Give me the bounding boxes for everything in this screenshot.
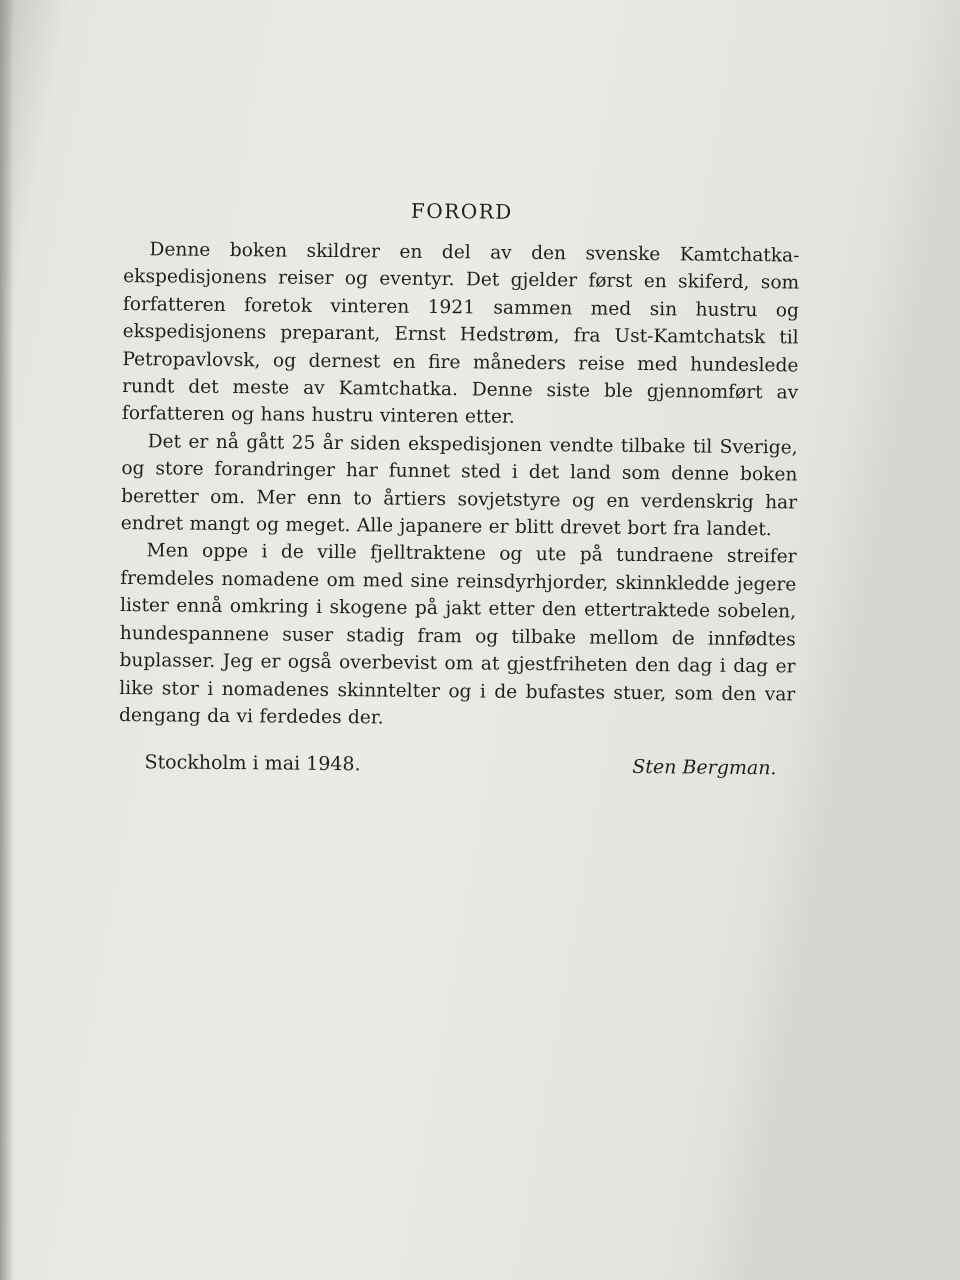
preface-text-block	[118, 196, 800, 780]
place-date: Stockholm i mai 1948.	[144, 751, 361, 776]
author-signature: Sten Bergman.	[632, 756, 777, 780]
signoff	[118, 751, 794, 779]
page-gutter-shadow	[0, 0, 14, 1280]
paragraph-1: Denne boken skildrer en del av den svenske Kamtchatka-ekspedisjonens reiser og eventyr. Det gjelder først en skiferd, som forfatteren foretok vinteren 1921 sammen med sin hustru og ekspedisjonens preparant, Ernst Hedstrøm, fra Ust-Kamtchatsk til Petropavlovsk, og dernest en fire måneders reise med hundeslede rundt det meste av Kamtchatka. Denne siste ble gjennomført av forfatteren og hans hustru vinteren etter.	[121, 239, 800, 429]
page-title: FORORD	[410, 198, 513, 224]
paragraph-2: Det er nå gått 25 år siden ekspedisjonen vendte tilbake til Sverige, og store forandringer har funnet sted i det land som denne boken beretter om. Mer enn to årtiers sovjetstyre og en verdenskrig har endret mangt og meget. Alle japanere er blitt drevet bort fra landet.	[120, 431, 798, 541]
paragraph-3: Men oppe i de ville fjelltraktene og ute på tundraene streifer fremdeles nomadene om med sine reinsdyrhjorder, skinnkledde jegere lister ennå omkring i skogene på jakt etter den ettertraktede sobelen, hundespannene suser stadig fram og tilbake mellom de innfødtes buplasser. Jeg er også overbevist om at gjestfriheten den dag i dag er like stor i nomadenes skinntelter og i de bufastes stuer, som den var dengang da vi ferdedes der.	[118, 540, 797, 729]
